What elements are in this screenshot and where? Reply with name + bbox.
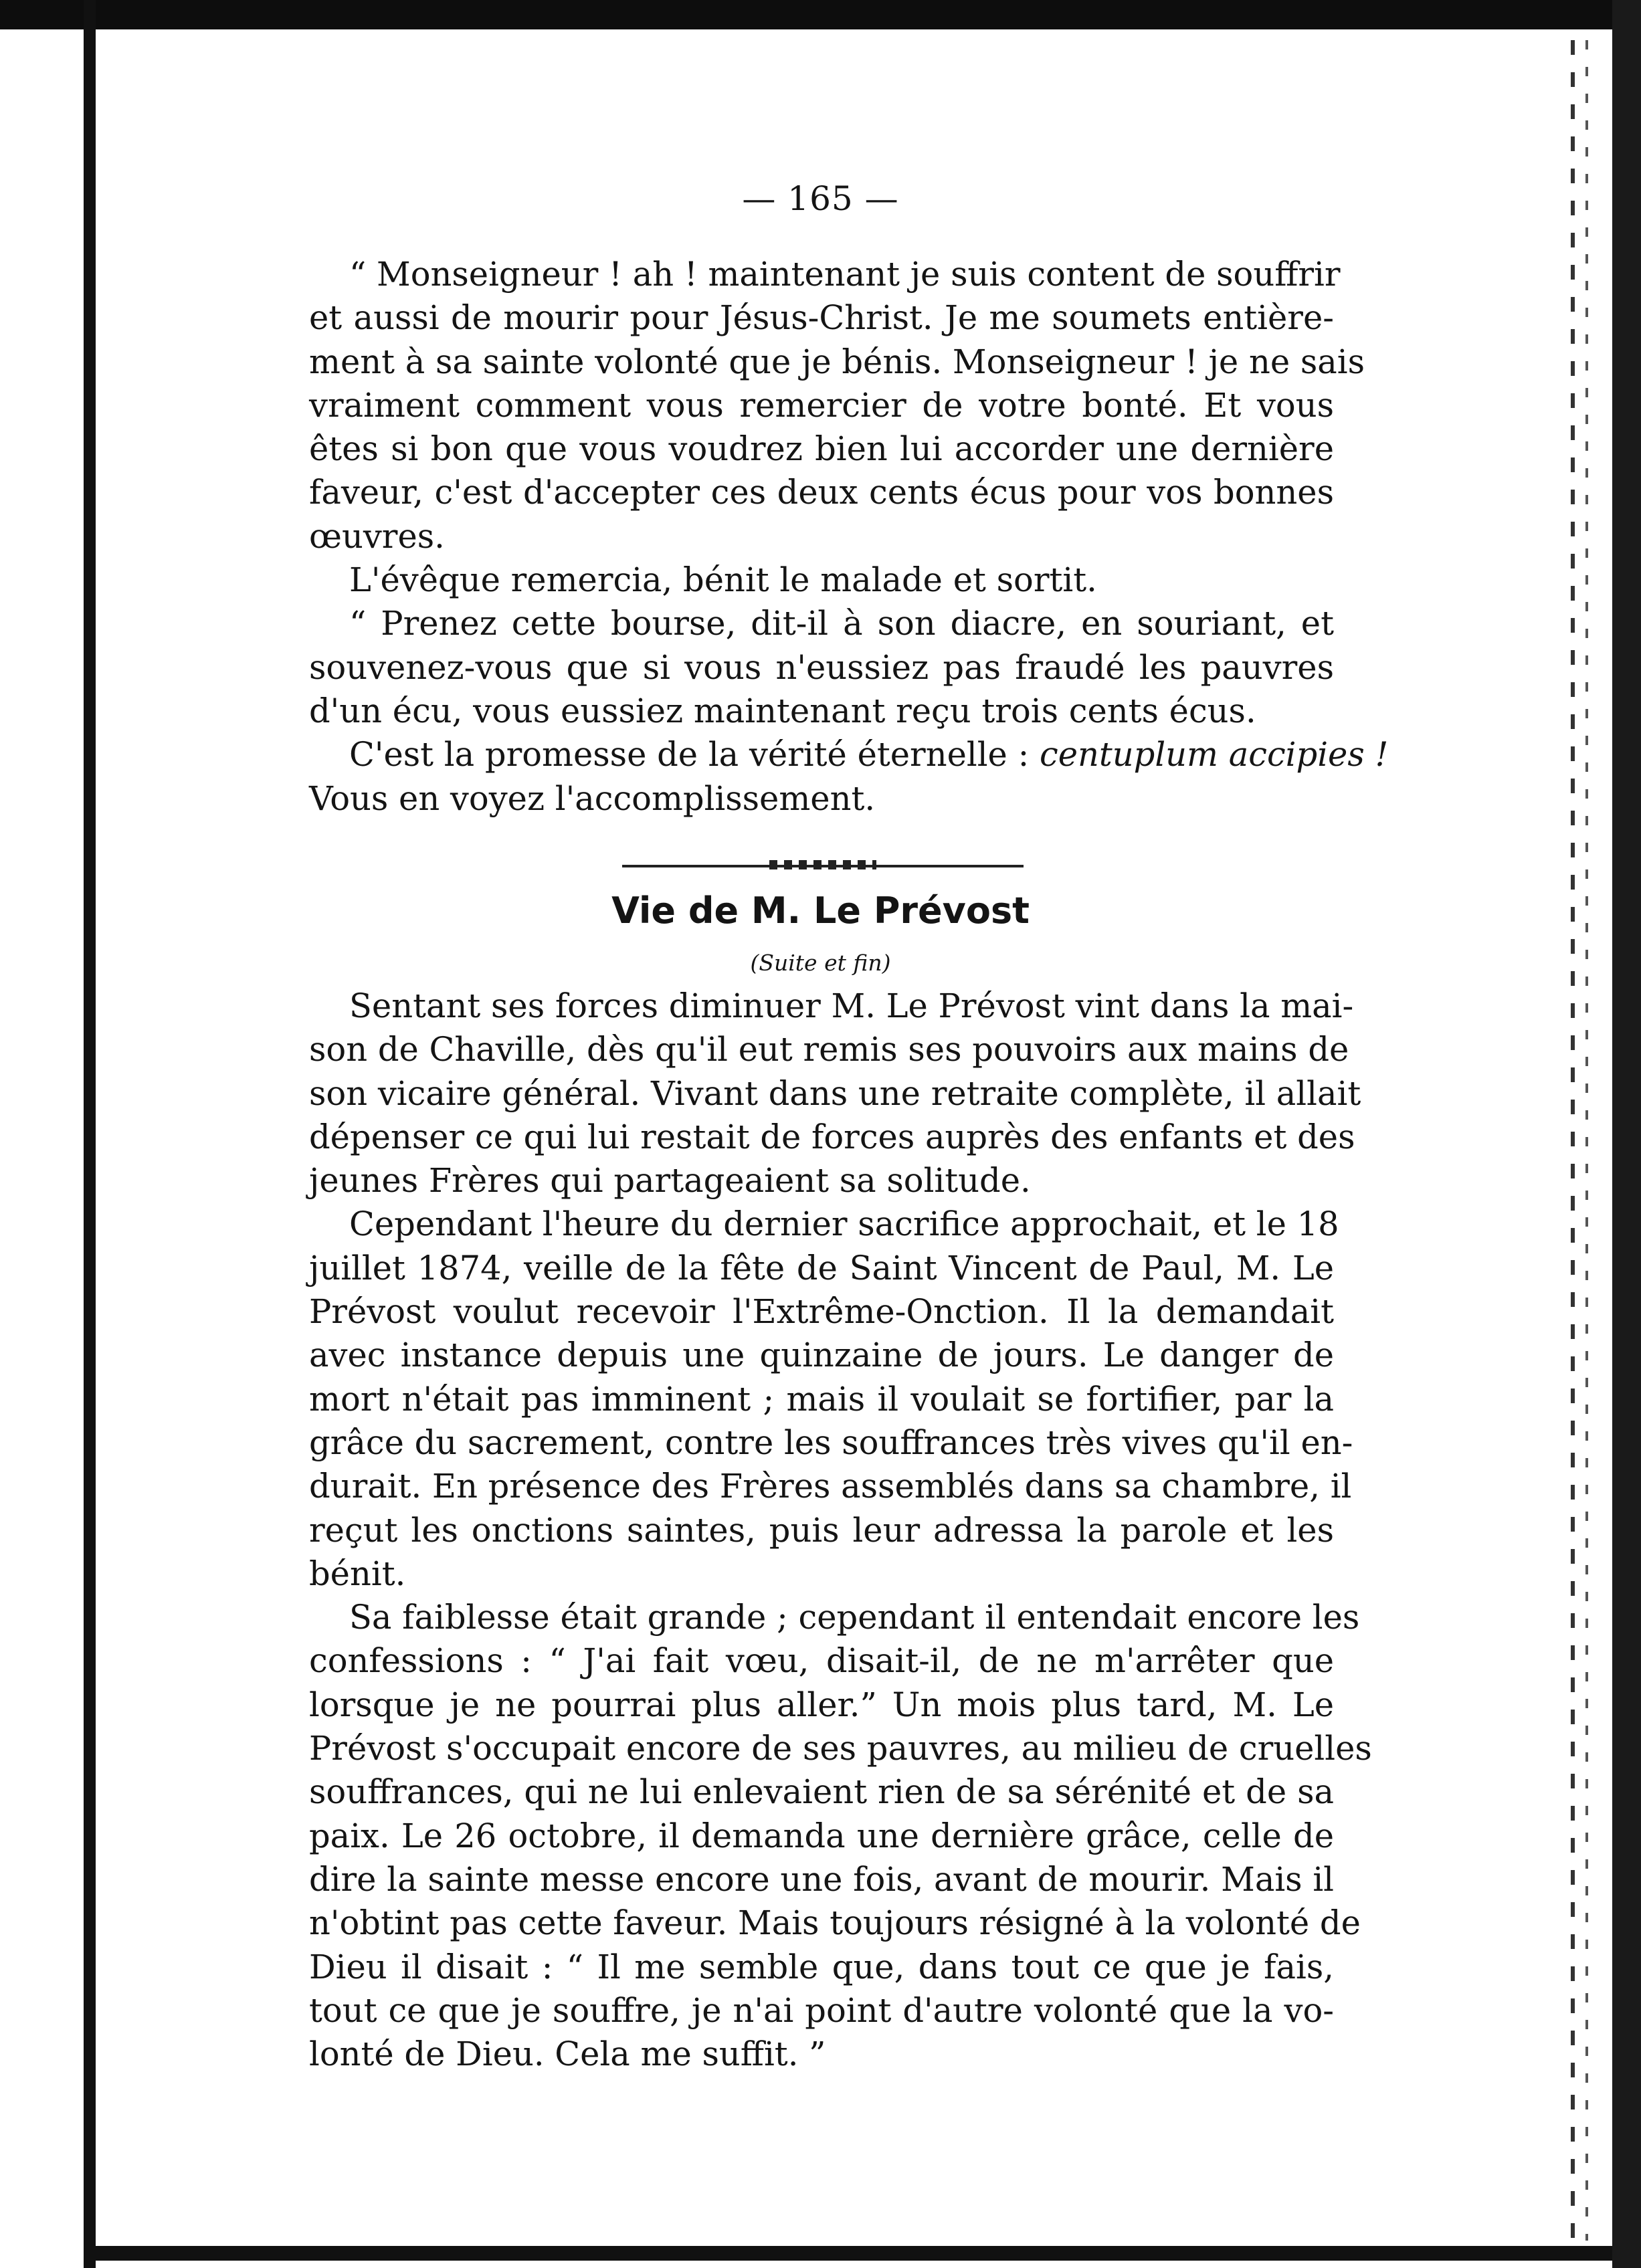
text-block-1: [309, 253, 1389, 821]
text-line: grâce du sacrement, contre les souffrances très vives qu'il en-: [309, 1423, 1353, 1462]
scan-border-right: [1612, 0, 1641, 2268]
text-line: paix. Le 26 octobre, il demanda une dernière grâce, celle de: [309, 1816, 1334, 1855]
text-line: Cependant l'heure du dernier sacrifice approchait, et le 18: [349, 1205, 1339, 1244]
scan-border-left: [84, 0, 96, 2268]
text-line: son de Chaville, dès qu'il eut remis ses pouvoirs aux mains de: [309, 1030, 1349, 1069]
text-line: son vicaire général. Vivant dans une retraite complète, il allait: [309, 1073, 1361, 1113]
ornamental-rule-center: [769, 860, 876, 869]
text-line: avec instance depuis une quinzaine de jours. Le danger de: [309, 1336, 1334, 1375]
text-line: confessions : “ J'ai fait vœu, disait-il, de ne m'arrêter que: [309, 1641, 1334, 1681]
page-number: — 165 —: [742, 179, 899, 218]
text-line: Sentant ses forces diminuer M. Le Prévost vint dans la mai-: [349, 987, 1354, 1025]
text-line: lonté de Dieu. Cela me suffit. ”: [309, 2035, 826, 2074]
text-line: souffrances, qui ne lui enlevaient rien de sa sérénité et de sa: [309, 1772, 1334, 1812]
text-line: Prévost voulut recevoir l'Extrême-Onction. Il la demandait: [309, 1292, 1334, 1332]
text-line: tout ce que je souffre, je n'ai point d'autre volonté que la vo-: [309, 1990, 1334, 2030]
text-line: d'un écu, vous eussiez maintenant reçu trois cents écus.: [309, 691, 1256, 730]
scan-edge-noise-2: [1585, 40, 1588, 2241]
text-line: dépenser ce qui lui restait de forces auprès des enfants et des: [309, 1117, 1355, 1156]
text-line: Dieu il disait : “ Il me semble que, dans tout ce que je fais,: [309, 1947, 1334, 1986]
text-line: reçut les onctions saintes, puis leur adressa la parole et les: [309, 1510, 1334, 1550]
section-subtitle: (Suite et fin): [750, 950, 891, 976]
text-line: mort n'était pas imminent ; mais il voulait se fortifier, par la: [309, 1379, 1334, 1419]
text-line: faveur, c'est d'accepter ces deux cents écus pour vos bonnes: [309, 473, 1334, 512]
text-line: dire la sainte messe encore une fois, avant de mourir. Mais il: [309, 1859, 1334, 1899]
text-line: n'obtint pas cette faveur. Mais toujours résigné à la volonté de: [309, 1903, 1361, 1943]
text-line: vraiment comment vous remercier de votre bonté. Et vous: [309, 385, 1334, 425]
scan-edge-noise: [1571, 40, 1575, 2241]
text-line: Prévost s'occupait encore de ses pauvres, au milieu de cruelles: [309, 1729, 1372, 1768]
promise-text: C'est la promesse de la vérité éternelle :: [349, 735, 1040, 775]
scan-border-top: [0, 0, 1641, 29]
text-line: ment à sa sainte volonté que je bénis. Monseigneur ! je ne sais: [309, 342, 1365, 381]
section-title: Vie de M. Le Prévost: [611, 890, 1030, 932]
text-line: “ Prenez cette bourse, dit-il à son diacre, en souriant, et: [349, 604, 1334, 643]
text-line: jeunes Frères qui partageaient sa solitude.: [309, 1161, 1031, 1201]
text-line: “ Monseigneur ! ah ! maintenant je suis content de souffrir: [349, 255, 1341, 294]
text-line: souvenez-vous que si vous n'eussiez pas fraudé les pauvres: [309, 647, 1334, 687]
text-line: et aussi de mourir pour Jésus-Christ. Je me soumets entière-: [309, 298, 1334, 338]
scan-border-bottom: [84, 2246, 1641, 2261]
text-line: bénit.: [309, 1554, 406, 1593]
text-line: êtes si bon que vous voudrez bien lui accorder une dernière: [309, 429, 1334, 469]
text-line: lorsque je ne pourrai plus aller.” Un mois plus tard, M. Le: [309, 1685, 1334, 1724]
text-block-2: [309, 985, 1372, 2076]
text-line-promise: [309, 733, 1389, 777]
text-line: Sa faiblesse était grande ; cependant il entendait encore les: [349, 1598, 1360, 1637]
text-line: Vous en voyez l'accomplissement.: [309, 779, 876, 818]
text-line: juillet 1874, veille de la fête de Saint Vincent de Paul, M. Le: [309, 1248, 1334, 1287]
latin-quote: centuplum accipies !: [1039, 735, 1389, 775]
text-line: durait. En présence des Frères assemblés dans sa chambre, il: [309, 1467, 1352, 1506]
text-line: L'évêque remercia, bénit le malade et sortit.: [349, 560, 1097, 600]
text-line: œuvres.: [309, 516, 445, 556]
